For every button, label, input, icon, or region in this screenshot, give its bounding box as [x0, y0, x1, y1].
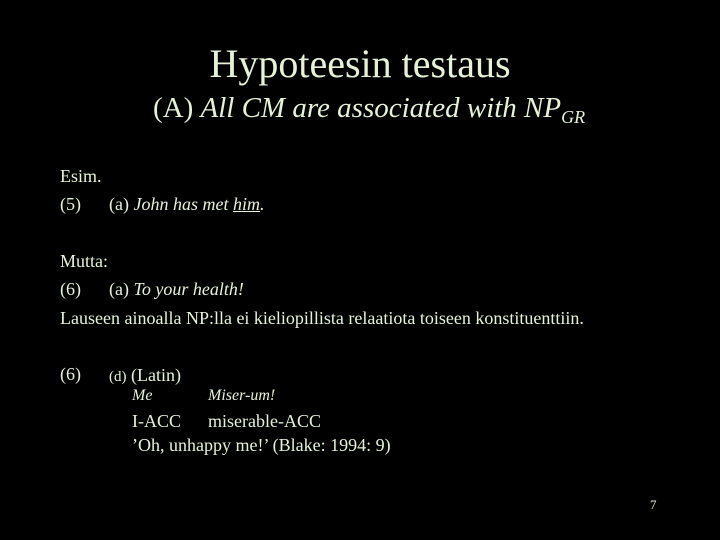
example-6d-language: (Latin): [131, 365, 181, 385]
example-6a-text: To your health!: [133, 279, 244, 299]
example-6d-translation: ’Oh, unhappy me!’ (Blake: 1994: 9): [132, 435, 391, 455]
example-number-6d: (6): [60, 364, 81, 384]
slide-title-text: Hypoteesin testaus: [209, 41, 511, 86]
slide-title: [0, 40, 720, 87]
page-number: 7: [650, 497, 657, 512]
gloss-line1-word1: Me: [132, 387, 153, 404]
example-number-5: (5): [60, 194, 81, 214]
slide-subtitle: [153, 92, 585, 128]
example-6a-letter: (a): [109, 279, 134, 299]
example-6a-comment: Lauseen ainoalla NP:lla ei kieliopillista relaatiota toiseen konstituenttiin.: [60, 308, 584, 328]
example-5a: [109, 194, 264, 215]
example-number-6: (6): [60, 279, 81, 299]
example-5a-letter: (a): [109, 194, 134, 214]
gloss-line2-word2: miserable-ACC: [208, 411, 321, 431]
example-6d-header: [109, 365, 181, 386]
subtitle-italic: All CM are associated with NP: [200, 92, 562, 124]
example-5a-text-after: .: [259, 194, 265, 214]
subtitle-subscript: GR: [561, 107, 586, 127]
subtitle-prefix: (A): [153, 92, 201, 124]
example-label-mutta: Mutta:: [60, 251, 108, 271]
example-5a-text-before: John has met: [133, 194, 233, 214]
gloss-line1-word2: Miser-um!: [208, 387, 276, 404]
example-6d-letter: (d): [109, 369, 127, 385]
gloss-line2-word1: I-ACC: [132, 411, 181, 431]
example-5a-text-underlined: him: [232, 194, 260, 214]
example-label-esim: Esim.: [60, 166, 102, 186]
example-6a: [109, 279, 244, 300]
